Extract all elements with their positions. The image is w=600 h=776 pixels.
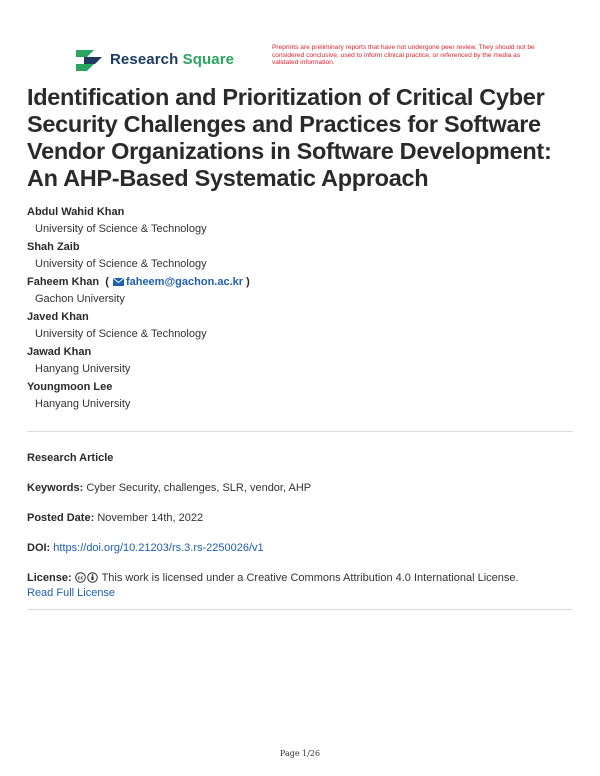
author-name: Youngmoon Lee [27, 381, 113, 393]
creative-commons-icon [75, 572, 99, 583]
author-affiliation: Hanyang University [35, 363, 131, 375]
posted-date-value: November 14th, 2022 [97, 512, 204, 524]
svg-text:cc: cc [77, 575, 84, 582]
author-email-link[interactable]: faheem@gachon.ac.kr [125, 276, 244, 288]
close-paren: ) [243, 276, 250, 288]
author-name-text: Faheem Khan [27, 276, 100, 288]
divider [27, 431, 573, 432]
author-list [27, 206, 567, 416]
open-paren: ( [102, 276, 109, 288]
doi-line [27, 541, 264, 555]
article-type [27, 451, 113, 465]
author-entry [27, 346, 567, 376]
research-square-logo-icon [74, 46, 104, 72]
author-affiliation: University of Science & Technology [35, 258, 207, 270]
keywords-line [27, 481, 311, 495]
read-license-line [27, 586, 115, 600]
posted-date-label: Posted Date: [27, 512, 95, 524]
doi-label: DOI: [27, 542, 51, 554]
read-full-license-link[interactable]: Read Full License [27, 587, 116, 599]
author-name: Javed Khan [27, 311, 89, 323]
keywords-label: Keywords: [27, 482, 84, 494]
paper-title: Identification and Prioritization of Critical Cyber Security Challenges and Practices for Software Vendor Organizations in Software Development: An AHP-Based Systematic Approach [27, 84, 552, 191]
author-affiliation: University of Science & Technology [35, 328, 207, 340]
doi-link[interactable]: https://doi.org/10.21203/rs.3.rs-2250026/v1 [53, 542, 264, 554]
article-type-text: Research Article [27, 452, 114, 464]
author-name: Jawad Khan [27, 346, 92, 358]
page-number: Page 1/26 [279, 749, 321, 758]
author-entry [27, 276, 567, 306]
author-entry [27, 311, 567, 341]
logo-text-research: Research [110, 50, 179, 68]
author-affiliation: Hanyang University [35, 398, 131, 410]
author-entry [27, 381, 567, 411]
mail-icon [113, 278, 124, 286]
author-entry [27, 206, 567, 236]
author-name: Shah Zaib [27, 241, 80, 253]
divider [27, 609, 573, 610]
author-affiliation: Gachon University [35, 293, 125, 305]
author-entry [27, 241, 567, 271]
logo-text [110, 51, 234, 68]
logo-text-square: Square [182, 50, 235, 68]
license-text: This work is licensed under a Creative Commons Attribution 4.0 International License. [101, 572, 519, 584]
license-label: License: [27, 572, 72, 584]
keywords-value: Cyber Security, challenges, SLR, vendor, AHP [86, 482, 312, 494]
author-affiliation: University of Science & Technology [35, 223, 207, 235]
posted-date-line [27, 511, 203, 525]
preprint-disclaimer: Preprints are preliminary reports that have not undergone peer review. They should not be considered conclusive, used to inform clinical practice, or referenced by the media as validated information. [272, 44, 535, 67]
author-name: Abdul Wahid Khan [27, 206, 125, 218]
license-line [27, 571, 519, 585]
research-square-logo[interactable] [74, 46, 234, 72]
author-name-corresponding [27, 276, 567, 289]
